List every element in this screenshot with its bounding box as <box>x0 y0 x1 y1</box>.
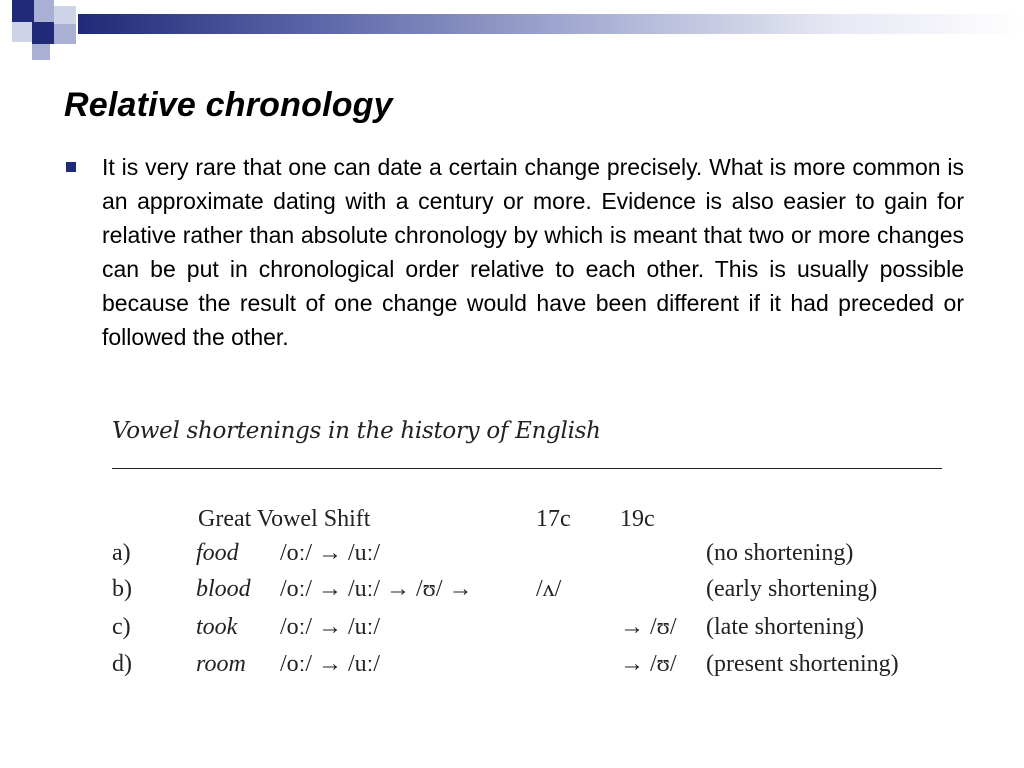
row-word: room <box>196 651 246 677</box>
row-17c: /ʌ/ <box>536 576 562 602</box>
bullet-marker <box>66 162 76 172</box>
figure-title: Vowel shortenings in the history of English <box>112 418 601 444</box>
header-17c: 17c <box>536 506 571 532</box>
vowel-figure <box>112 418 944 698</box>
row-gvs: /oː/ → /uː/ <box>280 614 381 640</box>
row-gvs: /oː/ → /uː/ <box>280 540 381 566</box>
row-note: (no shortening) <box>706 540 854 566</box>
header-gradient-bar <box>78 14 1024 34</box>
row-label: a) <box>112 540 131 566</box>
row-word: blood <box>196 576 251 602</box>
row-label: c) <box>112 614 131 640</box>
row-19c: → /ʊ/ <box>620 651 677 677</box>
row-note: (present shortening) <box>706 651 899 677</box>
deco-square <box>32 22 54 44</box>
row-note: (early shortening) <box>706 576 878 602</box>
header-19c: 19c <box>620 506 655 532</box>
deco-square <box>54 24 76 44</box>
row-word: food <box>196 540 239 566</box>
row-label: d) <box>112 651 132 677</box>
deco-square <box>12 22 32 42</box>
row-label: b) <box>112 576 132 602</box>
bullet-item <box>64 150 964 354</box>
row-gvs: /oː/ → /uː/ → /ʊ/ → <box>280 576 473 602</box>
deco-square <box>54 6 76 24</box>
header-decoration <box>0 0 1024 70</box>
row-note: (late shortening) <box>706 614 864 640</box>
row-19c: → /ʊ/ <box>620 614 677 640</box>
deco-square <box>34 0 54 22</box>
row-word: took <box>196 614 238 640</box>
deco-square <box>12 0 34 22</box>
figure-rule <box>112 468 942 469</box>
deco-square <box>32 44 50 60</box>
header-great-vowel-shift: Great Vowel Shift <box>198 506 371 532</box>
bullet-text: It is very rare that one can date a certain change precisely. What is more common is an approximate dating with a century or more. Evidence is also easier to gain for relative rather than absolute chronology by which is meant that two or more changes can be put in chronological order relative to each other. This is usually possible because the result of one change would have been different if it had preceded or followed the other. <box>102 154 964 350</box>
slide-title: Relative chronology <box>64 86 393 124</box>
row-gvs: /oː/ → /uː/ <box>280 651 381 677</box>
